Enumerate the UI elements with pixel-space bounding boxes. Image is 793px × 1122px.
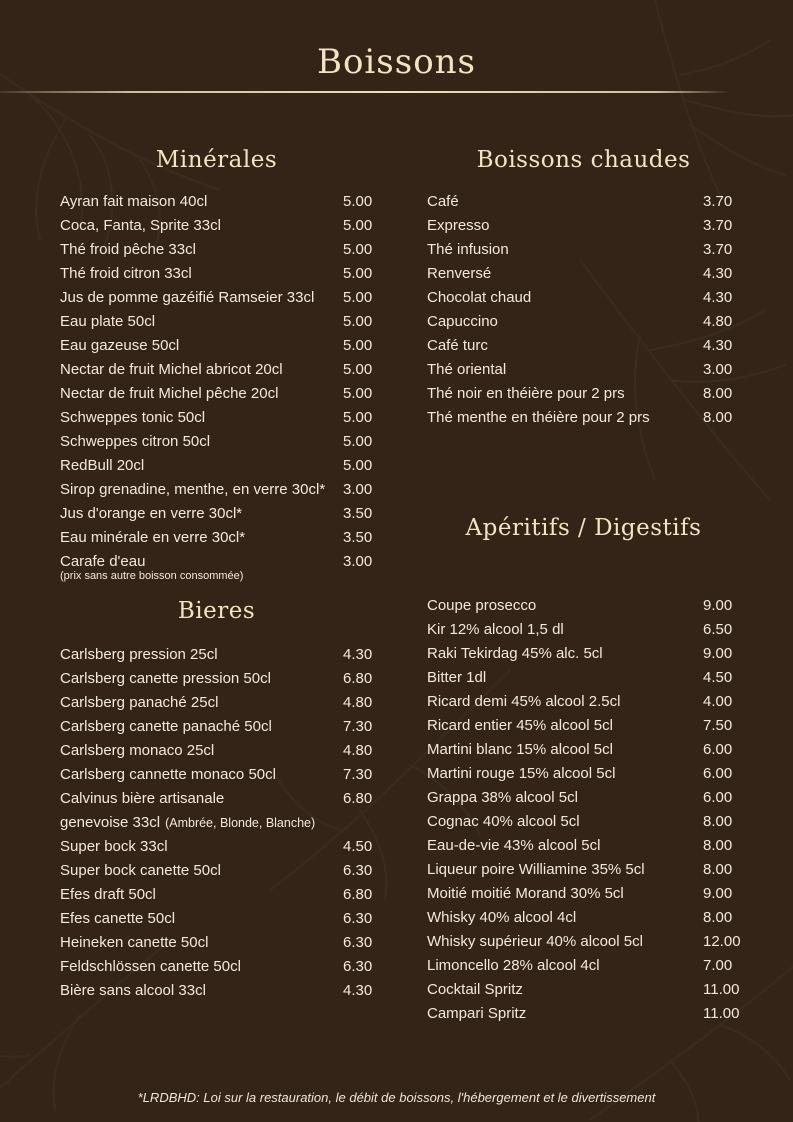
chaudes-items — [427, 190, 740, 430]
menu-item-row — [427, 834, 740, 858]
item-price: 8.00 — [703, 385, 733, 402]
item-name: Efes canette 50cl — [60, 910, 176, 927]
item-price: 6.50 — [703, 621, 733, 638]
menu-item-row — [60, 955, 373, 979]
menu-item-row — [60, 382, 373, 406]
item-price: 3.70 — [703, 241, 733, 258]
menu-item-row — [60, 238, 373, 262]
item-name: Eau-de-vie 43% alcool 5cl — [427, 837, 601, 854]
menu-item-row — [60, 550, 373, 587]
menu-item-row — [427, 358, 740, 382]
minerales-items — [60, 190, 373, 587]
item-name: Carlsberg panaché 25cl — [60, 694, 219, 711]
item-name: Thé froid citron 33cl — [60, 265, 192, 282]
item-name: Jus d'orange en verre 30cl* — [60, 505, 243, 522]
item-price: 5.00 — [343, 361, 373, 378]
item-price: 8.00 — [703, 813, 733, 830]
legal-footnote: *LRDBHD: Loi sur la restauration, le débit de boissons, l'hébergement et le divertissement — [137, 1090, 656, 1105]
item-price: 4.30 — [703, 265, 733, 282]
menu-item-row — [60, 715, 373, 739]
item-price: 8.00 — [703, 837, 733, 854]
item-price: 6.30 — [343, 910, 373, 927]
page-title: Boissons — [316, 42, 477, 82]
item-name: Carlsberg cannette monaco 50cl — [60, 766, 276, 783]
menu-item-row — [60, 739, 373, 763]
item-name: Bitter 1dl — [427, 669, 487, 686]
item-price: 3.50 — [343, 505, 373, 522]
menu-item-row — [427, 334, 740, 358]
section-heading-aperitifs-digestifs: Apéritifs / Digestifs — [465, 515, 702, 541]
item-price: 5.00 — [343, 313, 373, 330]
item-price: 11.00 — [703, 981, 740, 998]
menu-item-row — [427, 930, 740, 954]
menu-item-row — [427, 954, 740, 978]
item-name: Ricard entier 45% alcool 5cl — [427, 717, 613, 734]
item-price: 7.30 — [343, 766, 373, 783]
menu-item-row — [60, 430, 373, 454]
menu-item-row — [60, 979, 373, 1003]
bieres-items — [60, 643, 373, 1003]
menu-item-row — [60, 454, 373, 478]
menu-item-row — [60, 667, 373, 691]
item-price: 8.00 — [703, 409, 733, 426]
item-price: 4.30 — [343, 982, 373, 999]
item-price: 5.00 — [343, 289, 373, 306]
item-name: Grappa 38% alcool 5cl — [427, 789, 578, 806]
item-price: 3.00 — [343, 553, 373, 570]
menu-item-row — [60, 931, 373, 955]
item-name: Bière sans alcool 33cl — [60, 982, 206, 999]
item-price: 6.80 — [343, 790, 373, 807]
menu-item-row — [427, 286, 740, 310]
item-name: Café turc — [427, 337, 488, 354]
item-price: 3.70 — [703, 217, 733, 234]
item-name: Super bock canette 50cl — [60, 862, 221, 879]
item-price: 4.30 — [343, 646, 373, 663]
item-price: 6.80 — [343, 886, 373, 903]
item-name: Thé infusion — [427, 241, 509, 258]
item-name: Eau gazeuse 50cl — [60, 337, 180, 354]
item-name: Thé menthe en théière pour 2 prs — [427, 409, 650, 426]
item-price: 4.00 — [703, 693, 733, 710]
item-name: Nectar de fruit Michel pêche 20cl — [60, 385, 279, 402]
menu-item-row — [60, 502, 373, 526]
menu-item-row — [60, 691, 373, 715]
menu-item-row — [427, 762, 740, 786]
item-name: Thé froid pêche 33cl — [60, 241, 196, 258]
item-name: Martini blanc 15% alcool 5cl — [427, 741, 613, 758]
item-name: Ricard demi 45% alcool 2.5cl — [427, 693, 621, 710]
item-price: 4.80 — [343, 694, 373, 711]
item-price: 9.00 — [703, 597, 733, 614]
menu-item-row — [60, 643, 373, 667]
item-name: Coca, Fanta, Sprite 33cl — [60, 217, 221, 234]
item-name: Martini rouge 15% alcool 5cl — [427, 765, 616, 782]
menu-item-row — [60, 907, 373, 931]
item-name: Schweppes citron 50cl — [60, 433, 211, 450]
item-price: 8.00 — [703, 909, 733, 926]
item-price: 7.30 — [343, 718, 373, 735]
item-price: 6.00 — [703, 741, 733, 758]
item-name: Thé noir en théière pour 2 prs — [427, 385, 625, 402]
menu-item-row — [427, 690, 740, 714]
title-divider — [0, 91, 730, 93]
item-name: Super bock 33cl — [60, 838, 168, 855]
menu-item-row — [427, 906, 740, 930]
item-name: Thé oriental — [427, 361, 507, 378]
item-name: Coupe prosecco — [427, 597, 537, 614]
menu-item-row — [427, 666, 740, 690]
item-price: 5.00 — [343, 457, 373, 474]
section-boissons-chaudes — [427, 146, 740, 430]
item-price: 6.80 — [343, 670, 373, 687]
aperitifs-items — [427, 594, 740, 1026]
menu-item-row — [60, 763, 373, 787]
item-name: Chocolat chaud — [427, 289, 532, 306]
item-name: Moitié moitié Morand 30% 5cl — [427, 885, 624, 902]
item-name: Carlsberg monaco 25cl — [60, 742, 215, 759]
menu-item-row — [427, 1002, 740, 1026]
item-price: 6.00 — [703, 765, 733, 782]
item-name: Whisky supérieur 40% alcool 5cl — [427, 933, 643, 950]
menu-item-row — [427, 382, 740, 406]
menu-item-row — [427, 858, 740, 882]
menu-item-row — [427, 238, 740, 262]
section-heading-bieres: Bieres — [177, 598, 256, 624]
item-name: Jus de pomme gazéifié Ramseier 33cl — [60, 289, 315, 306]
menu-item-row — [427, 310, 740, 334]
menu-item-row — [60, 358, 373, 382]
item-name: Carlsberg canette pression 50cl — [60, 670, 271, 687]
section-heading-boissons-chaudes: Boissons chaudes — [476, 147, 691, 173]
item-name: RedBull 20cl — [60, 457, 145, 474]
item-price: 4.50 — [703, 669, 733, 686]
menu-item-row — [427, 406, 740, 430]
menu-item-row — [60, 883, 373, 907]
item-name: Heineken canette 50cl — [60, 934, 209, 951]
menu-item-row — [60, 334, 373, 358]
menu-item-row — [427, 190, 740, 214]
menu-item-row — [60, 526, 373, 550]
section-aperitifs-digestifs — [427, 514, 740, 1026]
item-price: 4.80 — [703, 313, 733, 330]
item-price: 5.00 — [343, 385, 373, 402]
item-price: 8.00 — [703, 861, 733, 878]
item-price: 5.00 — [343, 241, 373, 258]
item-price: 9.00 — [703, 885, 733, 902]
section-minerales — [60, 146, 373, 587]
menu-item-row — [427, 714, 740, 738]
item-price: 3.70 — [703, 193, 733, 210]
item-name: Sirop grenadine, menthe, en verre 30cl* — [60, 481, 326, 498]
menu-item-row — [60, 406, 373, 430]
menu-item-row — [427, 214, 740, 238]
item-price: 5.00 — [343, 433, 373, 450]
menu-item-row — [60, 478, 373, 502]
item-name: Raki Tekirdag 45% alc. 5cl — [427, 645, 603, 662]
item-name: Carlsberg pression 25cl — [60, 646, 218, 663]
item-name: Calvinus bière artisanale — [60, 790, 225, 807]
section-heading-minerales: Minérales — [155, 147, 278, 173]
item-price: 4.80 — [343, 742, 373, 759]
item-price: 6.30 — [343, 934, 373, 951]
item-name: Capuccino — [427, 313, 498, 330]
menu-item-row — [427, 882, 740, 906]
item-name: Campari Spritz — [427, 1005, 527, 1022]
menu-item-row — [427, 978, 740, 1002]
item-price: 6.00 — [703, 789, 733, 806]
item-price: 9.00 — [703, 645, 733, 662]
item-name: Kir 12% alcool 1,5 dl — [427, 621, 564, 638]
menu-item-row — [60, 835, 373, 859]
menu-item-row — [60, 190, 373, 214]
item-name: Efes draft 50cl — [60, 886, 156, 903]
item-name: Cocktail Spritz — [427, 981, 523, 998]
item-price: 5.00 — [343, 337, 373, 354]
menu-item-row — [427, 594, 740, 618]
menu-item-row — [60, 859, 373, 883]
item-name: Whisky 40% alcool 4cl — [427, 909, 577, 926]
menu-item-row — [60, 286, 373, 310]
item-name: Eau minérale en verre 30cl* — [60, 529, 246, 546]
item-name: Renversé — [427, 265, 492, 282]
item-name: Limoncello 28% alcool 4cl — [427, 957, 600, 974]
section-bieres — [60, 597, 373, 1003]
item-name: Café — [427, 193, 459, 210]
item-note-inline: (Ambrée, Blonde, Blanche) — [165, 816, 316, 830]
item-price: 11.00 — [703, 1005, 740, 1022]
menu-item-row — [427, 618, 740, 642]
item-name: Carlsberg canette panaché 50cl — [60, 718, 272, 735]
menu-item-row — [60, 811, 373, 835]
menu-item-row — [427, 262, 740, 286]
menu-item-row — [60, 787, 373, 811]
item-name: Eau plate 50cl — [60, 313, 156, 330]
item-name: Schweppes tonic 50cl — [60, 409, 206, 426]
item-price: 3.00 — [343, 481, 373, 498]
item-price: 5.00 — [343, 217, 373, 234]
item-price: 3.50 — [343, 529, 373, 546]
item-price: 5.00 — [343, 265, 373, 282]
menu-item-row — [427, 738, 740, 762]
item-price: 5.00 — [343, 193, 373, 210]
item-price: 6.30 — [343, 958, 373, 975]
menu-item-row — [60, 214, 373, 238]
item-price: 5.00 — [343, 409, 373, 426]
menu-item-row — [60, 262, 373, 286]
item-name: Nectar de fruit Michel abricot 20cl — [60, 361, 283, 378]
item-price: 4.30 — [703, 289, 733, 306]
item-name: Cognac 40% alcool 5cl — [427, 813, 580, 830]
item-note: (prix sans autre boisson consommée) — [60, 570, 244, 582]
item-price: 3.00 — [703, 361, 733, 378]
menu-item-row — [427, 642, 740, 666]
item-price: 7.00 — [703, 957, 733, 974]
menu-item-row — [427, 786, 740, 810]
menu-item-row — [427, 810, 740, 834]
item-name: Feldschlössen canette 50cl — [60, 958, 241, 975]
item-price: 4.50 — [343, 838, 373, 855]
item-price: 7.50 — [703, 717, 733, 734]
item-price: 4.30 — [703, 337, 733, 354]
menu-item-row — [60, 310, 373, 334]
item-price: 6.30 — [343, 862, 373, 879]
item-name: Ayran fait maison 40cl — [60, 193, 208, 210]
item-name: Expresso — [427, 217, 490, 234]
item-name: genevoise 33cl — [60, 814, 161, 831]
item-price: 12.00 — [703, 933, 741, 950]
item-name: Carafe d'eau — [60, 553, 146, 570]
item-name: Liqueur poire Williamine 35% 5cl — [427, 861, 645, 878]
